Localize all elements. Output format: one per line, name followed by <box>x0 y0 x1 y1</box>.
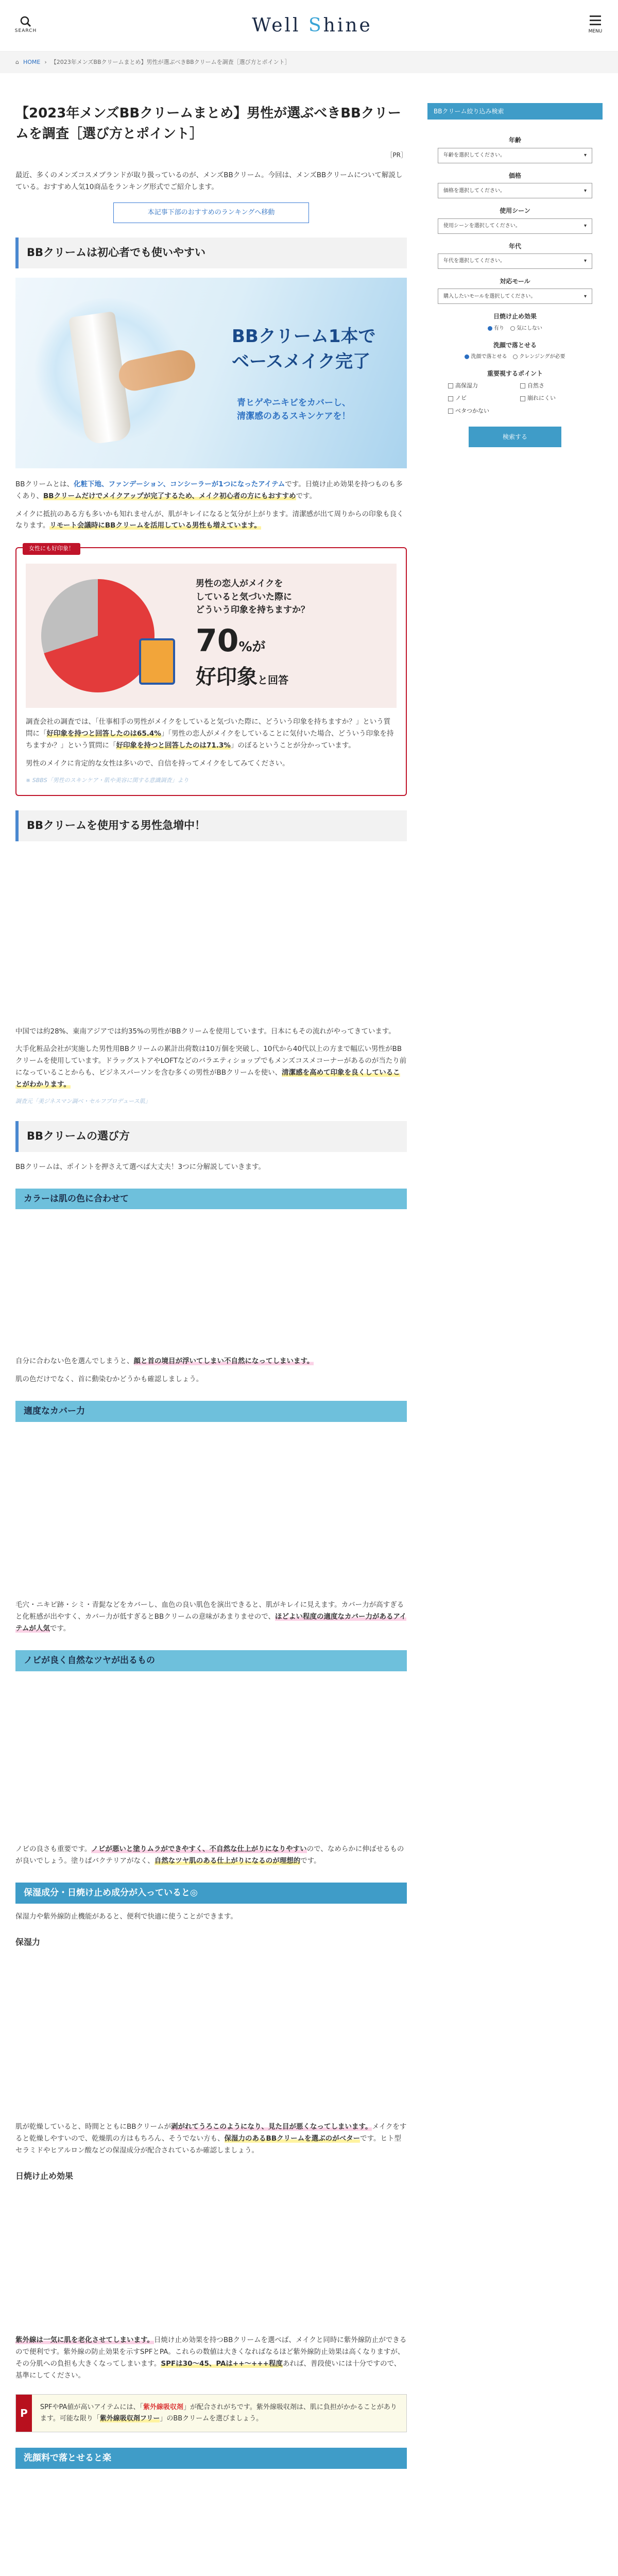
text-run: 」のBBクリームを選びましょう。 <box>160 2414 263 2422</box>
chevron-down-icon: ▾ <box>583 223 587 229</box>
cover-text <box>15 1599 407 1635</box>
survey-question-line: どういう印象を持ちますか？ <box>196 605 310 616</box>
text-run: ノビの良さも重要です。 <box>15 1844 92 1853</box>
text-run: 」が配合されがちです。紫外線吸収剤は、肌に負担がかかることがあります。可能な限り「 <box>40 2403 397 2422</box>
banner-sub-1: 青ヒゲやニキビをカバーし、 <box>237 397 351 408</box>
text-highlight: 好印象を持つと回答したのは71.3% <box>116 741 231 750</box>
section-heading-beginner: BBクリームは初心者でも使いやすい <box>15 238 407 268</box>
point-callout <box>15 2394 407 2432</box>
checkbox-box <box>448 396 453 401</box>
banner-subline <box>237 396 351 423</box>
market-text <box>15 1043 407 1091</box>
text-emphasis: 化粧下地、ファンデーション、コンシーラーが1つになったアイテム <box>74 480 285 488</box>
radio-label: 洗顔で落とせる <box>471 354 507 360</box>
color-image-placeholder <box>15 1216 407 1355</box>
filter-uv <box>427 311 603 332</box>
text-highlight: 紫外線吸収剤フリー <box>99 2414 160 2422</box>
text-highlight: ほどよい程度の適度なカバー力があるアイテムが人気 <box>15 1613 407 1633</box>
search-submit-button[interactable]: 検索する <box>469 427 561 447</box>
text-highlight: 清潔感を高めて印象を良くしていることがわかります。 <box>15 1069 400 1089</box>
filter-wash <box>427 340 603 361</box>
survey-percentage <box>196 622 310 659</box>
radio-dot <box>465 354 469 359</box>
radio-dot <box>510 326 515 331</box>
moisture-image-placeholder <box>15 1956 407 2121</box>
radio-dot <box>488 326 492 331</box>
section-heading-choose: BBクリームの選び方 <box>15 1121 407 1152</box>
site-header <box>0 0 618 52</box>
radio-label: クレンジングが必要 <box>519 354 565 360</box>
search-label: SEARCH <box>14 28 37 33</box>
gloss-image-placeholder <box>15 1679 407 1843</box>
menu-label: MENU <box>588 28 603 34</box>
filter-shop <box>427 276 603 304</box>
banner-line-1: BBクリーム1本で <box>232 326 376 347</box>
price-select[interactable] <box>438 183 592 198</box>
survey-result <box>196 659 310 694</box>
sidebar-heading: BBクリーム絞り込み検索 <box>427 103 603 120</box>
color-tip: 肌の色だけでなく、首に動染むかどうかも確認しましょう。 <box>15 1375 203 1384</box>
uv-image-placeholder <box>15 2190 407 2334</box>
intro-body: 最近、多くのメンズコスメブランドが取り扱っているのが、メンズBBクリーム。今回は、メンズBBクリームについて解説している。おすすめ人気10商品をランキング形式でご紹介します。 <box>15 171 403 191</box>
filter-label: 価格 <box>508 172 521 179</box>
subheading-uv: 日焼け止め効果 <box>15 2171 74 2181</box>
chevron-down-icon: ▾ <box>583 258 587 264</box>
radio-dot <box>513 354 518 359</box>
subheading-wash: 洗顔料で落とせると楽 <box>15 2448 407 2469</box>
text-run: メイクに抵抗のある方も多いかも知れませんが、肌がキレイになると気分が上がります。清潔感が出て周りからの印象も良くなります。 <box>15 510 404 530</box>
select-value: 年代を選択してください。 <box>443 258 505 264</box>
radio-label: 気にしない <box>517 325 542 331</box>
moisture-text <box>15 2121 407 2157</box>
text-run: 自分に合わない色を選んでしまうと、 <box>15 1357 134 1366</box>
text-run: 調査会社の調査では、「仕事相手の男性がメイクをしていると気づいた際に、どういう印象を持ちますか？」という質問に「 <box>26 718 391 738</box>
filter-label: 年齢 <box>508 137 521 144</box>
text-run: 」「男性の恋人がメイクをしていることに気付いた場合、どういう印象を持ちますか？」という質問に「 <box>26 730 394 750</box>
pie-chart-graphic <box>41 579 154 692</box>
point-checkbox[interactable] <box>448 406 520 416</box>
text-run: BBクリームとは、 <box>15 480 74 488</box>
checkbox-box <box>448 383 453 388</box>
text-highlight: 好印象を持つと回答したのは65.4% <box>46 730 161 738</box>
text-highlight: BBクリームだけでメイクアップが完了するため、メイク初心者の方にもおすすめ <box>43 492 296 500</box>
article <box>15 103 407 2476</box>
text-highlight: リモート会議時にBBクリームを活用している男性も増えています。 <box>49 521 261 530</box>
text-run: です。 <box>49 1624 71 1633</box>
hamburger-icon <box>590 15 601 17</box>
pr-label: ［PR］ <box>386 151 407 159</box>
survey-box-tag: 女性にも好印象！ <box>23 543 80 555</box>
text-run: 日焼け止め効果を持つBBクリームを選べば、メイクと同時に紫外線防止ができるので便利です。紫外線の防止効果を示すSPFとPA。これらの数値は大きくなればなるほど紫外線防止効果は高くなりますが、その分肌への負担も大きくなってしまいます。 <box>15 2335 407 2368</box>
search-icon <box>20 16 31 27</box>
text-run: 肌が乾燥していると、時間とともにBBクリームが <box>15 2122 171 2131</box>
filter-age <box>427 135 603 163</box>
survey-question-line: 男性の恋人がメイクを <box>196 579 283 589</box>
wash-yes-radio[interactable] <box>465 352 507 361</box>
survey-source: ※ SBBS「男性のスキンケア・肌や美容に関する意識調査」より <box>26 777 189 784</box>
era-select[interactable] <box>438 253 592 269</box>
point-icon: P <box>16 2395 32 2432</box>
radio-label: 有り <box>494 325 504 331</box>
survey-question <box>196 578 310 617</box>
text-run: SPFやPA値が高いアイテムには、「 <box>40 2403 144 2411</box>
select-value: 価格を選択してください。 <box>443 188 505 194</box>
search-button[interactable] <box>15 16 36 35</box>
hero-banner-image <box>15 278 407 468</box>
filter-label: 年代 <box>508 242 521 250</box>
choose-intro: BBクリームは、ポイントを押さえて選べば大丈夫！3つに分解説していきます。 <box>15 1162 266 1171</box>
survey-percentage-unit: %が <box>238 639 266 655</box>
text-run: あれば、普段使いには十分ですので、基準にしてください。 <box>15 2359 401 2380</box>
menu-button[interactable] <box>588 15 603 36</box>
survey-question-line: していると気づいた際に <box>196 591 292 602</box>
wash-no-radio[interactable] <box>513 352 565 361</box>
select-value: 年齢を選択してください。 <box>443 152 505 159</box>
point-checkbox[interactable] <box>448 394 520 403</box>
clipboard-icon <box>139 638 175 685</box>
jump-to-ranking-button[interactable]: 本記事下部のおすすめのランキングへ移動 <box>113 202 309 223</box>
logo-word-hine: hine <box>323 14 372 36</box>
text-highlight: 紫外線は一気に肌を老化させてしまいます。 <box>15 2335 154 2344</box>
chevron-down-icon: ▾ <box>583 188 587 194</box>
site-logo[interactable] <box>252 10 372 41</box>
point-checkbox[interactable] <box>520 394 592 403</box>
market-source: 調査元「美ジネスマン調べ・セルフプロデュース肌」 <box>15 1098 151 1105</box>
checkbox-label: ノビ <box>455 395 467 402</box>
banner-line-2: ベースメイク完了 <box>232 351 370 372</box>
usage-stats-text: 中国では約28%、東南アジアでは約35%の男性がBBクリームを使用しています。日本にもその流れがやってきています。 <box>15 1027 396 1036</box>
checkbox-box <box>520 396 525 401</box>
filter-label: 洗顔で落とせる <box>493 341 537 349</box>
subheading-color: カラーは肌の色に合わせて <box>15 1189 407 1210</box>
survey-infographic <box>26 564 397 708</box>
select-value: 購入したいモールを選択してください。 <box>443 293 536 299</box>
subheading-moisture: 保湿成分・日焼け止め成分が入っていると◎ <box>15 1883 407 1904</box>
gloss-text <box>15 1843 407 1867</box>
point-checkbox[interactable] <box>520 381 592 391</box>
text-highlight: 剥がれてうろこのようになり、見た目が悪くなってしまいます。 <box>171 2122 372 2131</box>
logo-letter-s: S <box>308 14 323 36</box>
survey-conclusion: 男性のメイクに肯定的な女性は多いので、自信を持ってメイクをしてみてください。 <box>26 759 289 768</box>
checkbox-box <box>520 383 525 388</box>
select-value: 使用シーンを選択してください。 <box>443 223 521 229</box>
breadcrumb-separator-icon: › <box>44 58 47 65</box>
filter-price <box>427 171 603 198</box>
text-run: 毛穴・ニキビ跡・シミ・青髭などをカバーし、血色の良い肌色を演出できると、肌がキレイに見えます。カバー力が高すぎると化粧感が出やすく、カバー力が低すぎるとBBクリームの意味があまりませので、 <box>15 1601 404 1621</box>
text-emphasis: 紫外線吸収剤 <box>143 2403 184 2411</box>
breadcrumb-home[interactable]: HOME <box>23 58 41 65</box>
filter-era <box>427 241 603 269</box>
text-run: です。日焼け止め効果を持つものも多くあり、 <box>15 480 403 500</box>
banner-sub-2: 清潔感のあるスキンケアを！ <box>237 411 351 421</box>
checkbox-label: 高保湿力 <box>455 382 478 389</box>
age-select[interactable] <box>438 148 592 163</box>
subheading-cover: 適度なカバー力 <box>15 1401 407 1422</box>
text-run: です。 <box>300 1856 321 1865</box>
uv-no-radio[interactable] <box>510 324 542 333</box>
text-highlight: 自然なツヤ肌のある仕上がりになるのが理想的 <box>154 1856 301 1865</box>
chevron-down-icon: ▾ <box>583 152 587 159</box>
filter-points <box>427 368 603 416</box>
scene-select[interactable] <box>438 218 592 234</box>
bb-definition-text <box>15 479 407 502</box>
survey-result-tail: と回答 <box>258 673 288 686</box>
home-icon: ⌂ <box>15 58 19 65</box>
point-checkbox[interactable] <box>448 381 520 391</box>
survey-explanation <box>26 716 397 752</box>
text-run: です。 <box>296 492 317 500</box>
text-run: 」のぼるということが分かっています。 <box>230 741 355 750</box>
text-run: メイクをすると乾燥しやすいので、乾燥肌の方はもちろん、そうでない方も、 <box>15 2122 407 2143</box>
point-text <box>32 2395 406 2432</box>
section-heading-increase: BBクリームを使用する男性急増中！ <box>15 810 407 841</box>
text-run: です。ヒト型セラミドやヒアルロン酸などの保湿成分が配合されているか確認しましょう。 <box>15 2134 402 2155</box>
page-title: 【2023年メンズBBクリームまとめ】男性が選ぶべきBBクリームを調査［選び方とポイント］ <box>15 106 401 142</box>
makeup-benefit-text <box>15 509 407 532</box>
hamburger-icon-bar <box>590 24 601 25</box>
banner-headline <box>232 324 376 375</box>
filter-label: 使用シーン <box>500 207 530 215</box>
shop-select[interactable] <box>438 289 592 304</box>
survey-box <box>15 547 407 795</box>
cover-image-placeholder <box>15 1429 407 1599</box>
uv-yes-radio[interactable] <box>488 324 504 333</box>
text-run: 大手化粧品会社が実施した男性用BBクリームの累計出荷数は10万個を突破し、10代から40代以上の方まで幅広い男性がBBクリームを使用しています。ドラッグストアやLOFTなどのバラエティショップでもメンズコスメコーナーがあるのが当たり前になっていることからも、ビジネスパーソンを含む多くの男性がBBクリームを使い、 <box>15 1045 407 1077</box>
sidebar <box>427 103 603 2476</box>
uv-text <box>15 2334 407 2382</box>
subheading-moisture-power: 保湿力 <box>15 1937 41 1947</box>
filter-label: 対応モール <box>500 277 530 285</box>
moisture-intro: 保湿力や紫外線防止機能があると、便利で快適に使うことができます。 <box>15 1912 237 1921</box>
breadcrumb <box>0 52 618 73</box>
survey-result-word: 好印象 <box>196 665 258 689</box>
intro-text <box>15 170 407 193</box>
subheading-gloss: ノビが良く自然なツヤが出るもの <box>15 1650 407 1671</box>
hamburger-icon-bar <box>590 20 601 21</box>
text-highlight: SPFは30〜45、PAは++〜+++程度 <box>161 2359 283 2368</box>
filter-label: 日焼け止め効果 <box>493 313 537 320</box>
breadcrumb-current: 【2023年メンズBBクリームまとめ】男性が選ぶべきBBクリームを調査［選び方とポイント］ <box>50 58 290 65</box>
checkbox-label: ベタつかない <box>455 407 489 414</box>
filter-scene <box>427 206 603 233</box>
text-highlight: 顔と首の境目が浮いてしまい不自然になってしまいます。 <box>133 1357 314 1366</box>
filter-label: 重要視するポイント <box>487 370 543 378</box>
users-image-placeholder <box>15 851 407 1026</box>
checkbox-label: 崩れにくい <box>527 395 556 402</box>
checkbox-label: 自然さ <box>527 382 544 389</box>
text-highlight: 保湿力のあるBBクリームを選ぶのがベター <box>224 2134 360 2143</box>
text-run: ので、なめらかに伸ばせるものが良いでしょう。塗りぱバクテリアがなく、 <box>15 1844 404 1865</box>
color-text <box>15 1355 407 1367</box>
chevron-down-icon: ▾ <box>583 293 587 299</box>
checkbox-box <box>448 409 453 414</box>
logo-word-well: Well <box>252 14 301 36</box>
survey-percentage-value: 70 <box>196 622 239 659</box>
text-highlight: ノビが悪いと塗りムラができやすく、不自然な仕上がりになりやすい <box>91 1844 307 1853</box>
